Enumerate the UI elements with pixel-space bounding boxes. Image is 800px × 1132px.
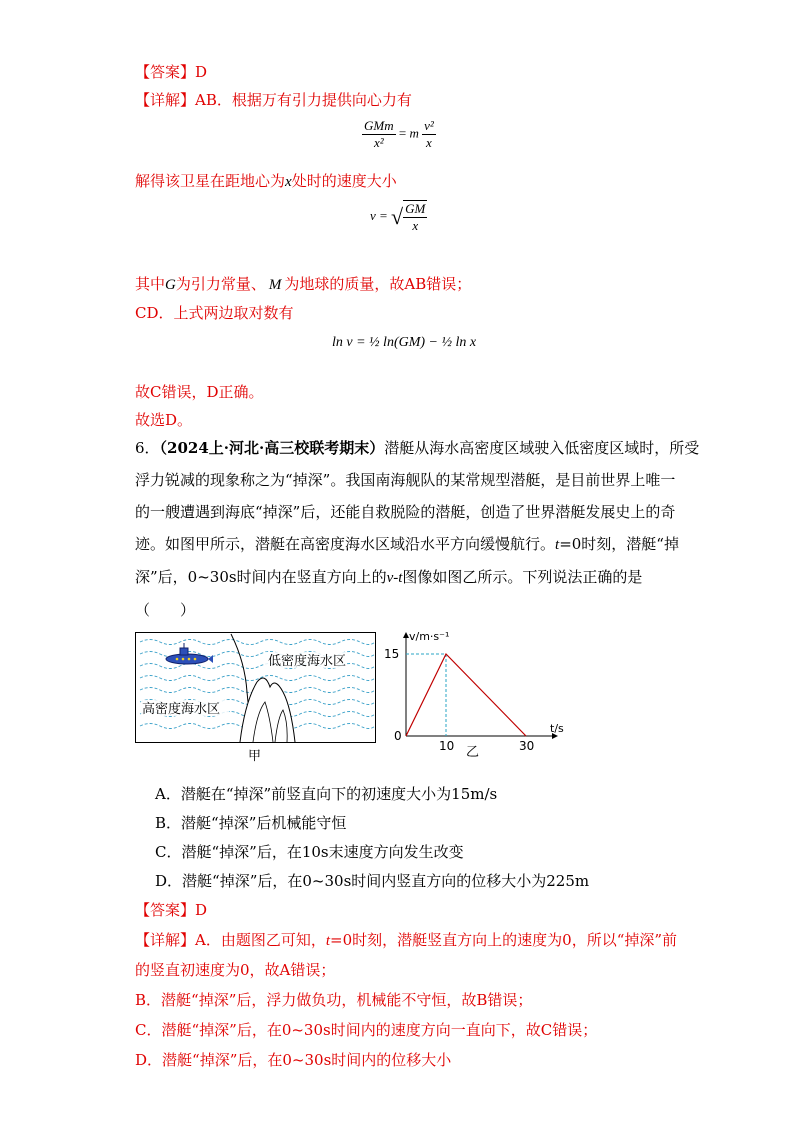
answer-tag: 【答案】 bbox=[135, 63, 196, 81]
answer-value-2: D bbox=[195, 901, 208, 919]
question-line4-pre: 迹。如图甲所示，潜艇在高密度海水区域沿水平方向缓慢航行。 bbox=[135, 535, 556, 553]
formula-velocity: v = √ $\frac{GM}{x}$ bbox=[370, 201, 426, 233]
detail-d-line: D．潜艇“掉深”后，在0~30s时间内的位移大小 bbox=[135, 1051, 452, 1069]
question-number: 6． bbox=[135, 439, 160, 457]
detail-c-line: C．潜艇“掉深”后，在0~30s时间内的速度方向一直向下，故C错误； bbox=[135, 1021, 598, 1039]
detail-a-pre: A．由题图乙可知， bbox=[195, 931, 326, 949]
detail-line-ab bbox=[135, 90, 412, 110]
formula2-num: GM bbox=[405, 201, 426, 216]
option-b[interactable]: B．潜艇“掉深”后机械能守恒 bbox=[155, 814, 347, 832]
figure-jia bbox=[135, 632, 377, 772]
detail-a-t: t bbox=[325, 933, 331, 949]
formula1-eq: = bbox=[398, 125, 407, 141]
question-6 bbox=[135, 432, 700, 626]
y-tick-15: 15 bbox=[384, 647, 400, 661]
x-axis-label: t/s bbox=[550, 722, 564, 735]
solve-pre: 解得该卫星在距地心为 bbox=[135, 172, 286, 190]
solve-line bbox=[135, 171, 397, 192]
question-line2: 浮力锐减的现象称之为“掉深”。我国南海舰队的某常规型潜艇，是目前世界上唯一 bbox=[135, 471, 676, 489]
question-line4-t: t bbox=[555, 537, 560, 553]
answer-tag-2: 【答案】 bbox=[135, 901, 196, 919]
formula1-rhs-num: v² bbox=[424, 118, 434, 133]
option-a[interactable]: A．潜艇在“掉深”前竖直向下的初速度大小为15m/s bbox=[155, 785, 498, 803]
detail-a-line2: 的竖直初速度为0，故A错误； bbox=[135, 961, 336, 979]
vt-series-line bbox=[406, 654, 526, 736]
cd-line: CD．上式两边取对数有 bbox=[135, 304, 294, 322]
y-axis-label: v/m·s⁻¹ bbox=[409, 630, 450, 643]
formula1-lhs-den: x² bbox=[373, 135, 384, 150]
where-g: G bbox=[165, 277, 176, 293]
question-blank: （ ） bbox=[135, 601, 196, 619]
conclusion-line: 故C错误，D正确。 bbox=[135, 383, 264, 401]
label-low-density: 低密度海水区 bbox=[268, 654, 347, 669]
question-line3: 的一艘遭遇到海底“掉深”后，还能自救脱险的潜艇，创造了世界潜艇发展史上的奇 bbox=[135, 503, 676, 521]
where-post: 为地球的质量，故AB错误； bbox=[284, 275, 472, 293]
choose-line: 故选D。 bbox=[135, 411, 193, 429]
formula1-lhs-num: GMm bbox=[364, 118, 394, 133]
formula-gravity bbox=[362, 118, 436, 151]
answer-line-1 bbox=[135, 62, 207, 82]
option-c[interactable]: C．潜艇“掉深”后，在10s末速度方向发生改变 bbox=[155, 843, 464, 861]
solve-post: 处时的速度大小 bbox=[291, 172, 397, 190]
where-mid: 为引力常量、 bbox=[175, 275, 266, 293]
question-line4-post: =0时刻，潜艇“掉 bbox=[559, 535, 679, 553]
x-tick-10: 10 bbox=[439, 739, 455, 753]
question-line5-pre: 深”后，0~30s时间内在竖直方向上的 bbox=[135, 568, 387, 586]
where-line bbox=[135, 274, 471, 295]
detail-tag: 【详解】 bbox=[135, 91, 196, 109]
where-pre: 其中 bbox=[135, 275, 166, 293]
question-line1: 潜艇从海水高密度区域驶入低密度区域时，所受 bbox=[384, 439, 700, 457]
figure-yi-caption: 乙 bbox=[466, 745, 480, 760]
option-d[interactable]: D．潜艇“掉深”后，在0~30s时间内竖直方向的位移大小为225m bbox=[155, 872, 590, 890]
detail-tag-2: 【详解】 bbox=[135, 931, 196, 949]
formula2-den: x bbox=[412, 218, 419, 233]
answer-line-2 bbox=[135, 900, 207, 920]
label-high-density: 高密度海水区 bbox=[142, 702, 221, 717]
answer-value: D bbox=[195, 63, 208, 81]
figure-yi-vt-chart bbox=[380, 628, 580, 768]
question-line5-post: 图像如图乙所示。下列说法正确的是 bbox=[402, 568, 643, 586]
formula-log: ln v = ½ ln(GM) − ½ ln x bbox=[332, 335, 477, 350]
origin-label: 0 bbox=[394, 729, 402, 743]
figure-jia-caption: 甲 bbox=[248, 749, 262, 764]
detail-a-post: =0时刻，潜艇竖直方向上的速度为0，所以“掉深”前 bbox=[330, 931, 678, 949]
formula2-lhs: v = bbox=[370, 207, 388, 223]
detail-ab-text: AB．根据万有引力提供向心力有 bbox=[195, 91, 412, 109]
detail-a-line1 bbox=[135, 930, 677, 951]
solve-var: x bbox=[285, 174, 292, 190]
question-line5-vt: v-t bbox=[386, 570, 403, 586]
where-m: M bbox=[268, 277, 282, 293]
x-tick-30: 30 bbox=[519, 739, 535, 753]
formula1-m: m bbox=[409, 125, 419, 141]
formula1-rhs-den: x bbox=[426, 135, 432, 150]
detail-b-line: B．潜艇“掉深”后，浮力做负功，机械能不守恒，故B错误； bbox=[135, 991, 533, 1009]
question-source: （2024上·河北·高三校联考期末） bbox=[159, 439, 385, 457]
